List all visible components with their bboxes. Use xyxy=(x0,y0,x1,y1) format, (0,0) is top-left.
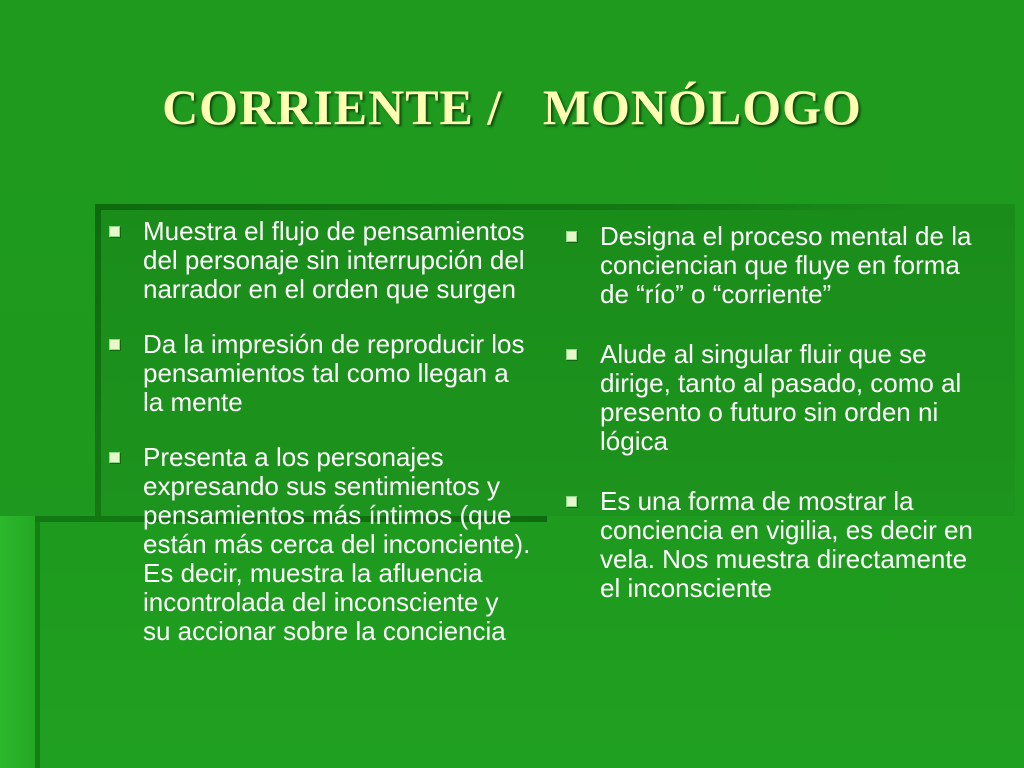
background-left-strip xyxy=(0,516,40,768)
list-item-text: Da la impresión de reproducir los pensamientos tal como llegan a la mente xyxy=(143,329,525,417)
list-item xyxy=(560,222,990,309)
divider-top xyxy=(95,204,913,210)
right-column-list xyxy=(560,222,990,603)
background-left-edge xyxy=(35,516,40,768)
title-monologo: MONÓLOGO xyxy=(542,79,862,135)
square-bullet-icon xyxy=(566,231,577,242)
square-bullet-icon xyxy=(109,452,120,463)
square-bullet-icon xyxy=(566,496,577,507)
divider-left xyxy=(95,204,101,516)
square-bullet-icon xyxy=(109,226,120,237)
left-column-list xyxy=(103,217,533,646)
list-item-text: Muestra el flujo de pensamientos del personaje sin interrupción del narrador en el orden que surgen xyxy=(143,216,525,304)
list-item-text: Alude al singular fluir que se dirige, tanto al pasado, como al presento o futuro sin orden ni lógica xyxy=(600,339,962,456)
list-item xyxy=(103,443,533,646)
list-item-text: Es una forma de mostrar la conciencia en vigilia, es decir en vela. Nos muestra directamente el inconsciente xyxy=(600,486,973,603)
square-bullet-icon xyxy=(109,339,120,350)
list-item-text: Presenta a los personajes expresando sus sentimientos y pensamientos más íntimos (que están más cerca del inconciente). Es decir, muestra la afluencia incontrolada del inconsciente y su accionar sobre la conciencia xyxy=(143,442,531,646)
list-item xyxy=(103,330,533,417)
slide-title xyxy=(0,78,1024,136)
title-corriente: CORRIENTE / xyxy=(162,79,503,135)
list-item-text: Designa el proceso mental de la conciencian que fluye en forma de “río” o “corriente” xyxy=(600,221,972,309)
list-item xyxy=(103,217,533,304)
square-bullet-icon xyxy=(566,349,577,360)
list-item xyxy=(560,340,990,456)
list-item xyxy=(560,487,990,603)
